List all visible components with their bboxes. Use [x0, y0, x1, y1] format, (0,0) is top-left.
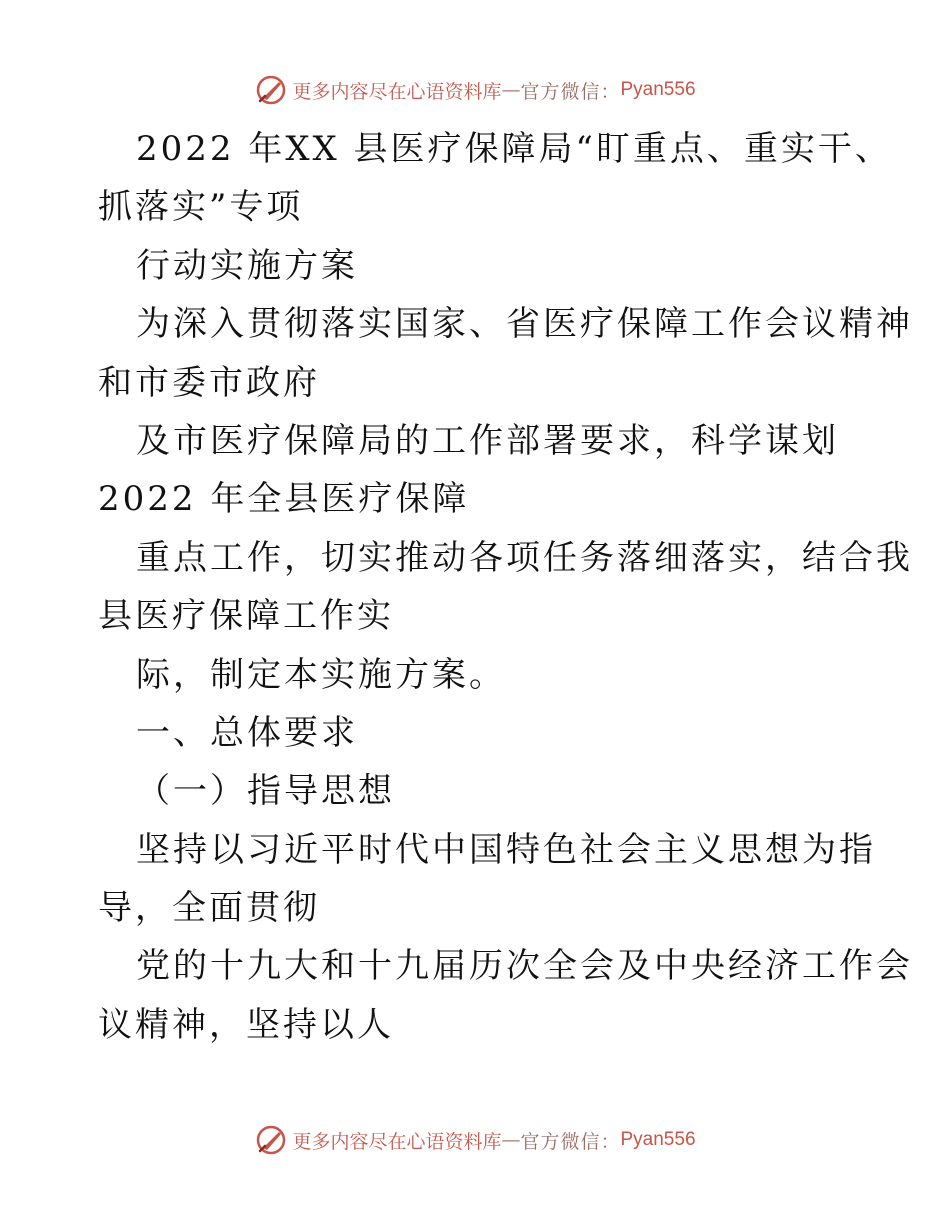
body-line: 重点工作，切实推动各项任务落细落实，结合我	[136, 537, 913, 578]
body-line: 议精神，坚持以人	[98, 1004, 394, 1045]
watermark-main-text: 更多内容尽在心语资料库	[292, 1130, 502, 1153]
body-line: 际，制定本实施方案。	[136, 654, 506, 695]
body-line: 及市医疗保障局的工作部署要求，科学谋划	[136, 420, 839, 461]
body-line: 县医疗保障工作实	[98, 596, 394, 637]
subsection-heading: （一）指导思想	[136, 771, 395, 812]
body-line: 坚持以习近平时代中国特色社会主义思想为指	[136, 829, 876, 870]
watermark-wechat-id: Pyan556	[620, 79, 696, 100]
body-line: 抓落实”专项	[98, 187, 304, 228]
quill-pen-circle-icon	[254, 1123, 288, 1157]
section-heading: 一、总体要求	[136, 712, 358, 753]
body-line: 2022 年全县医疗保障	[98, 479, 470, 520]
body-line: 行动实施方案	[136, 245, 358, 286]
watermark-dash: —	[501, 79, 521, 101]
body-line: 为深入贯彻落实国家、省医疗保障工作会议精神	[136, 304, 913, 345]
document-body	[98, 120, 913, 1054]
quill-pen-circle-icon	[254, 73, 288, 107]
watermark-wechat-id: Pyan556	[620, 1129, 696, 1150]
watermark-main-text: 更多内容尽在心语资料库	[292, 80, 502, 103]
watermark-dash: —	[501, 1129, 521, 1151]
body-line: 和市委市政府	[98, 362, 320, 403]
watermark-sub-text: 官方微信：	[520, 1130, 621, 1153]
watermark-sub-text: 官方微信：	[520, 80, 621, 103]
header-watermark	[0, 70, 950, 110]
footer-watermark	[0, 1120, 950, 1160]
body-line: 党的十九大和十九届历次全会及中央经济工作会	[136, 946, 913, 987]
body-line: 2022 年XX 县医疗保障局“盯重点、重实干、	[136, 129, 892, 169]
body-line: 导，全面贯彻	[98, 888, 320, 929]
